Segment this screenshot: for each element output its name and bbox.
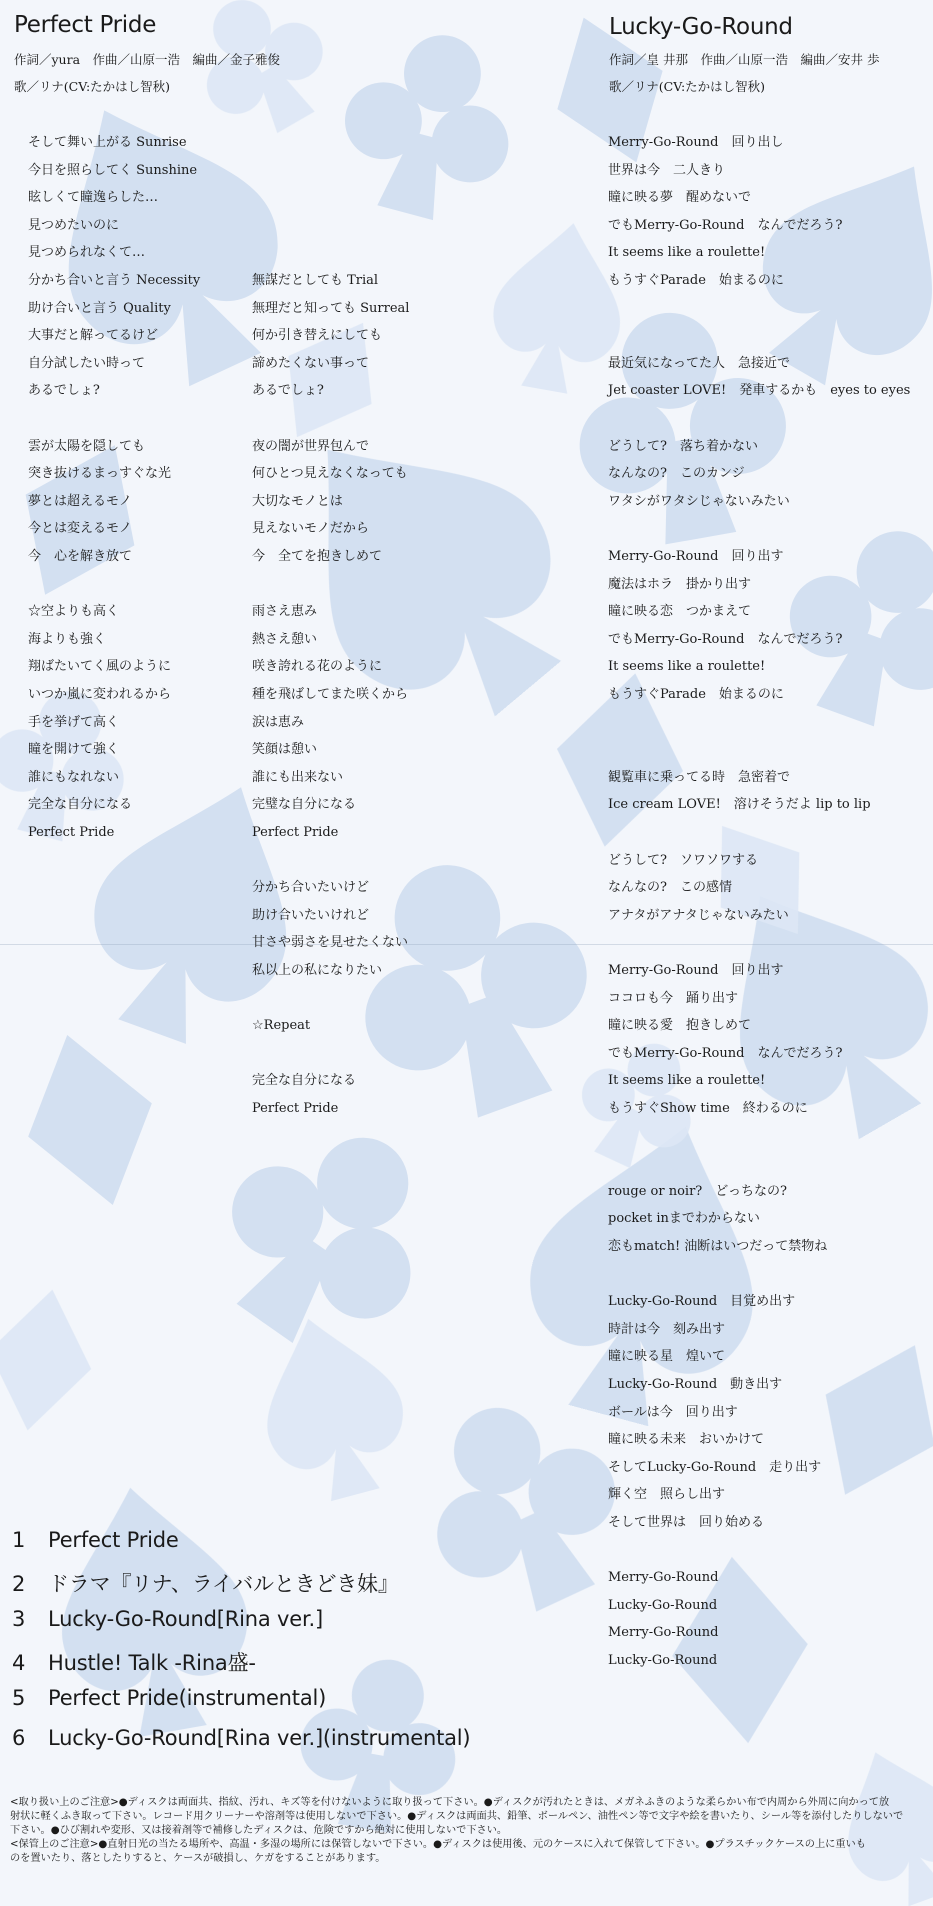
notes-line: 射状に軽くふき取って下さい。レコード用クリーナーや溶剤等は使用しないで下さい。●ディスクは両面共、鉛筆、ボールペン、油性ペン等で文字や絵を書いたり、シール等を添付したりしないで [10,1811,904,1822]
lyric-line: でもMerry-Go-Round なんでだろう? [608,631,843,647]
lyric-line: 助け合いと言う Quality [28,300,171,316]
lyric-line: 今 心を解き放て [28,549,133,564]
lyric-line: Lucky-Go-Round [608,1653,718,1668]
lyric-line: 瞳を開けて強く [28,742,120,758]
lyric-line: Lucky-Go-Round [608,1597,718,1613]
lyric-line: 今 全てを抱きしめて [252,549,383,564]
track-number: 3 [12,1607,26,1631]
lyric-line: It seems like a roulette! [608,245,766,261]
lyric-line: 翔ばたいてく風のように [28,659,172,675]
lyric-line: 雨さえ恵み [252,604,318,620]
lyric-line: 夜の闇が世界包んで [252,438,370,454]
lyric-line: 種を飛ばしてまた咲くから [252,687,409,702]
lyric-line: 今日を照らしてく Sunshine [28,162,198,178]
track-title: Lucky-Go-Round[Rina ver.](instrumental) [48,1725,471,1750]
lyric-line: 最近気になってた人 急接近で [608,355,791,371]
lyric-line: 今とは変えるモノ [28,521,132,537]
lyric-line: Ice cream LOVE! 溶けそうだよ lip to lip [608,797,871,813]
track-number: 1 [12,1528,26,1552]
lyric-line: 瞳に映る未来 おいかけて [608,1432,765,1448]
lyric-line: 瞳に映る恋 つかまえて [608,604,752,620]
lyric-line: でもMerry-Go-Round なんでだろう? [608,1045,843,1061]
song1-title: Perfect Pride [14,12,157,38]
track-item [12,1607,323,1631]
song1-credits: 作詞／yura 作曲／山原一浩 編曲／金子雅俊 [14,52,281,67]
track-title: ドラマ『リナ、ライバルときどき妹』 [48,1571,399,1596]
lyric-line: 瞳に映る星 煌いて [608,1349,726,1365]
lyric-line: 観覧車に乗ってる時 急密着で [608,769,791,785]
lyric-line: 何か引き替えにしても [252,328,383,344]
track-item [12,1686,326,1710]
lyric-line: Lucky-Go-Round 動き出す [608,1377,783,1392]
lyric-line: It seems like a roulette! [608,1073,766,1089]
track-number: 4 [12,1650,26,1675]
lyric-line: もうすぐParade 始まるのに [608,273,784,288]
lyric-line: Merry-Go-Round 回り出す [608,549,784,564]
lyric-line: 分かち合いと言う Necessity [28,273,201,288]
lyric-line: 熱さえ憩い [252,631,318,647]
lyric-line: 瞳に映る夢 醒めないで [608,190,752,206]
lyric-line: 見つめられなくて… [28,245,146,261]
lyric-line: どうして? ソワソワする [608,852,758,868]
lyric-line: 時計は今 刻み出す [608,1321,726,1337]
notes-line: のを置いたり、落としたりすると、ケースが破損し、ケガをすることがあります。 [10,1853,386,1864]
lyric-line: pocket inまでわからない [608,1211,760,1227]
lyric-line: もうすぐShow time 終わるのに [608,1101,808,1116]
lyric-line: 見えないモノだから [252,521,369,537]
lyric-line: 涙は恵み [252,714,305,730]
track-title: Perfect Pride [48,1528,179,1552]
lyric-line: どうして? 落ち着かない [608,438,758,454]
track-item [12,1528,179,1552]
track-item [12,1647,256,1677]
track-number: 2 [12,1571,26,1596]
lyric-line: でもMerry-Go-Round なんでだろう? [608,217,843,233]
track-title: Perfect Pride(instrumental) [48,1686,327,1710]
lyric-line: アナタがアナタじゃないみたい [608,907,789,923]
track-number: 5 [12,1686,26,1710]
lyric-line: なんなの? このカンジ [608,466,745,482]
lyric-line: あるでしょ? [28,383,100,399]
lyric-line: ココロも今 踊り出す [608,990,739,1006]
lyric-line: Merry-Go-Round 回り出す [608,963,784,978]
lyric-line: 咲き誇れる花のように [252,659,383,675]
lyric-line: 完璧な自分になる [252,797,357,813]
lyric-line: 完全な自分になる [28,797,133,813]
lyric-line: ☆空よりも高く [28,604,120,620]
lyric-line: ☆Repeat [252,1018,311,1034]
lyric-line: 自分試したい時って [28,355,146,371]
lyric-line: Perfect Pride [252,1101,339,1116]
lyric-line: 雲が太陽を隠しても [28,438,146,454]
lyric-line: あるでしょ? [252,383,324,399]
lyric-line: Perfect Pride [252,825,339,840]
lyric-line: It seems like a roulette! [608,659,766,675]
song2-credits: 作詞／皇 井那 作曲／山原一浩 編曲／安井 歩 [609,52,880,67]
lyric-line: 恋もmatch! 油断はいつだって禁物ね [608,1239,828,1254]
lyric-line: 見つめたいのに [28,217,120,233]
lyric-line: Merry-Go-Round 回り出し [608,135,784,150]
track-number: 6 [12,1725,26,1750]
lyric-line: 分かち合いたいけど [252,880,370,896]
lyric-line: 手を挙げて高く [28,714,120,730]
song1-singer: 歌／リナ(CV:たかはし智秋) [14,79,171,94]
lyric-line: そしてLucky-Go-Round 走り出す [608,1459,822,1475]
lyric-line: そして世界は 回り始める [608,1515,765,1530]
track-title: Hustle! Talk -Rina盛- [48,1650,256,1675]
track-item [12,1568,399,1598]
lyric-line: 世界は今 二人きり [608,162,726,178]
lyric-line: 魔法はホラ 掛かり出す [608,576,752,592]
lyric-line: 完全な自分になる [252,1073,357,1089]
lyric-line: 夢とは超えるモノ [28,493,132,509]
lyric-line: Merry-Go-Round [608,1625,719,1641]
lyric-line: 海よりも強く [28,631,107,647]
lyric-line: 無理だと知っても Surreal [252,300,410,316]
lyric-line: Perfect Pride [28,825,115,840]
lyric-line: そして舞い上がる Sunrise [28,135,187,150]
lyric-line: 誰にも出来ない [252,769,344,785]
track-item [12,1726,470,1750]
song2-singer: 歌／リナ(CV:たかはし智秋) [609,79,766,94]
lyric-line: 誰にもなれない [28,769,120,785]
lyric-line: 無謀だとしても Trial [252,273,379,288]
track-title: Lucky-Go-Round[Rina ver.] [48,1607,323,1631]
lyric-line: 諦めたくない事って [252,355,370,371]
song2-title: Lucky-Go-Round [609,14,793,40]
lyric-line: ボールは今 回り出す [608,1404,738,1420]
lyric-line: Jet coaster LOVE! 発車するかも eyes to eyes [608,383,911,399]
handling-notes [10,1796,915,1866]
lyric-line: 瞳に映る愛 抱きしめて [608,1018,752,1034]
lyric-line: 甘さや弱さを見せたくない [252,935,409,951]
lyric-line: 助け合いたいけれど [252,907,370,923]
notes-line: <保管上のご注意>●直射日光の当たる場所や、高温・多湿の場所には保管しないで下さい。●ディスクは使用後、元のケースに入れて保管して下さい。●プラスチックケースの上に重いも [10,1839,866,1850]
lyric-line: ワタシがワタシじゃないみたい [608,493,790,509]
lyric-line: 眩しくて瞳逸らした… [28,190,159,206]
lyric-line: 大切なモノとは [252,493,343,509]
notes-line: <取り扱い上のご注意>●ディスクは両面共、指紋、汚れ、キズ等を付けないように取り扱って下さい。●ディスクが汚れたときは、メガネふきのような柔らかい布で内周から外周に向かって放 [10,1797,890,1808]
lyric-line: 大事だと解ってるけど [28,328,159,344]
lyric-line: rouge or noir? どっちなの? [608,1183,787,1199]
lyric-line: 突き抜けるまっすぐな光 [28,466,172,482]
notes-line: 下さい。●ひび割れや変形、又は接着剤等で補修したディスクは、危険ですから絶対に使用しないで下さい。 [10,1825,508,1836]
lyric-line: 私以上の私になりたい [252,963,383,978]
lyric-line: いつか嵐に変われるから [28,687,172,702]
lyric-line: Merry-Go-Round [608,1570,719,1586]
lyric-line: 何ひとつ見えなくなっても [252,466,408,482]
lyric-line: もうすぐParade 始まるのに [608,687,784,702]
lyric-line: Lucky-Go-Round 目覚め出す [608,1294,796,1310]
lyric-line: 笑顔は憩い [252,742,318,758]
lyric-line: なんなの? この感情 [608,880,732,896]
lyric-line: 輝く空 照らし出す [608,1487,726,1503]
